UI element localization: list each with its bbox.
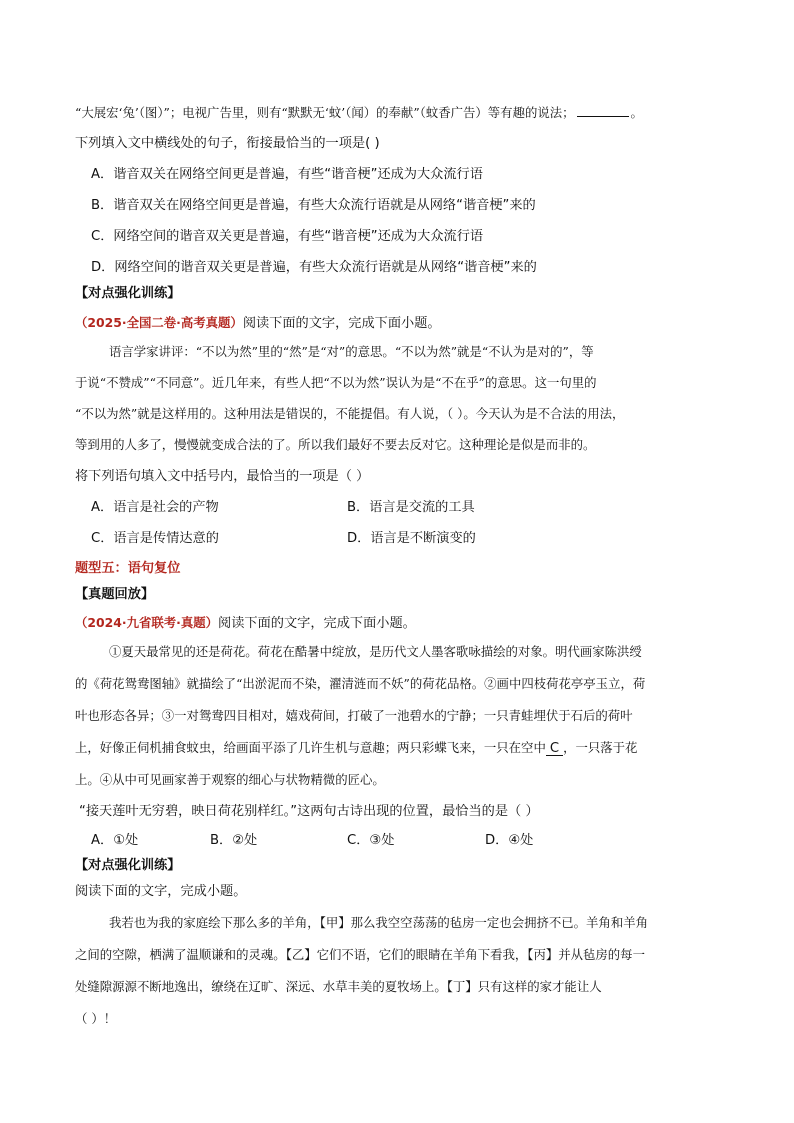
drill2-passage-line-3: 处缝隙源源不断地逸出，缭绕在辽旷、深远、水草丰美的夏牧场上。【丁】只有这样的家才能让人 [75, 979, 602, 994]
passage-tail-text: “大展宏‘兔’（图）”；电视广告里，则有“默默无‘蚊’（闻）的奉献”（蚊香广告）等有趣的说法； [75, 105, 575, 120]
q1-option-a: A．谐音双关在网络空间更是普遍，有些“谐音梗”还成为大众流行语 [91, 167, 483, 182]
drill1-passage-line-2: 于说“不赞成”“不同意”。近几年来，有些人把“不以为然”误认为是“不在乎”的意思。这一句里的 [75, 375, 597, 390]
drill1-passage-line-4: 等到用的人多了，慢慢就变成合法的了。所以我们最好不要去反对它。这种理论是似是而非的。 [75, 437, 596, 452]
drill1-passage-line-3: “不以为然”就是这样用的。这种用法是错误的，不能提倡。有人说，（ ）。今天认为是不合法的用法， [75, 406, 625, 421]
drill2-instruction: 阅读下面的文字，完成小题。 [75, 884, 247, 899]
drill1-option-a: A．语言是社会的产物 [91, 500, 219, 515]
section5-instruction: 阅读下面的文字，完成下面小题。 [218, 616, 416, 631]
drill1-source-line [75, 314, 441, 330]
drill1-question: 将下列语句填入文中括号内，最恰当的一项是（ ） [75, 469, 370, 484]
section5-passage-line-4-text: 上，好像正伺机捕食蚊虫，给画面平添了几许生机与意趣；两只彩蝶飞来，一只在空中 [75, 740, 546, 755]
section5-passage-line-5: 上。④从中可见画家善于观察的细心与状物精微的匠心。 [75, 772, 385, 787]
drill-heading-2: 【对点强化训练】 [75, 858, 181, 873]
review-heading: 【真题回放】 [75, 587, 155, 602]
drill-heading-1: 【对点强化训练】 [75, 286, 181, 301]
section5-passage-line-2: 的《荷花鸳鸯图轴》就描绘了“出淤泥而不染，濯清涟而不妖”的荷花品格。②画中四枝荷花亭亭玉立，荷 [75, 676, 646, 691]
inline-answer: C [546, 742, 563, 756]
section5-question: “接天莲叶无穷碧，映日荷花别样红。”这两句古诗出现的位置，最恰当的是（ ） [79, 804, 539, 819]
passage-tail-line [75, 106, 643, 119]
drill1-option-d: D．语言是不断演变的 [347, 531, 476, 546]
q1-option-c: C．网络空间的谐音双关更是普遍，有些“谐音梗”还成为大众流行语 [91, 229, 484, 244]
q1-option-d: D．网络空间的谐音双关更是普遍，有些大众流行语就是从网络“谐音梗”来的 [91, 260, 537, 275]
drill1-option-c: C．语言是传情达意的 [91, 531, 219, 546]
section5-passage-line-4-end: ，一只落于花 [563, 740, 638, 755]
q1-option-b: B．谐音双关在网络空间更是普遍，有些大众流行语就是从网络“谐音梗”来的 [91, 198, 536, 213]
section5-option-c: C．③处 [347, 833, 395, 848]
section5-passage-line-3: 叶也形态各异；③一对鸳鸯四目相对，嬉戏荷间，打破了一池碧水的宁静；一只青蛙埋伏于石后的荷叶 [75, 708, 633, 723]
section5-passage-line-4 [75, 742, 637, 756]
drill2-passage-line-1: 我若也为我的家庭绘下那么多的羊角，【甲】那么我空空荡荡的毡房一定也会拥挤不已。羊角和羊角 [109, 915, 648, 930]
section5-passage-line-1: ①夏天最常见的还是荷花。荷花在酷暑中绽放，是历代文人墨客歌咏描绘的对象。明代画家陈洪绶 [109, 644, 642, 659]
section5-option-a: A．①处 [91, 833, 139, 848]
drill1-source: （2025·全国二卷·高考真题） [75, 315, 243, 330]
drill1-option-b: B．语言是交流的工具 [347, 500, 475, 515]
drill1-instruction: 阅读下面的文字，完成下面小题。 [242, 316, 441, 331]
answer-blank [577, 106, 629, 117]
section5-source: （2024·九省联考·真题） [75, 615, 219, 630]
drill2-passage-line-2: 之间的空隙，栖满了温顺谦和的灵魂。【乙】它们不语，它们的眼睛在羊角下看我，【丙】并从毡房的每一 [75, 947, 645, 962]
section-title: 题型五：语句复位 [75, 561, 181, 576]
drill1-passage-line-1: 语言学家讲评：“不以为然”里的“然”是“对”的意思。“不以为然”就是“不认为是对的”，等 [109, 344, 594, 359]
section5-source-line [75, 614, 416, 630]
question-1-stem: 下列填入文中横线处的句子，衔接最恰当的一项是( ) [75, 136, 380, 151]
section5-option-d: D．④处 [485, 833, 534, 848]
drill2-passage-line-4: （ ）！ [75, 1011, 117, 1026]
passage-tail-end: 。 [630, 105, 643, 120]
section5-option-b: B．②处 [210, 833, 258, 848]
